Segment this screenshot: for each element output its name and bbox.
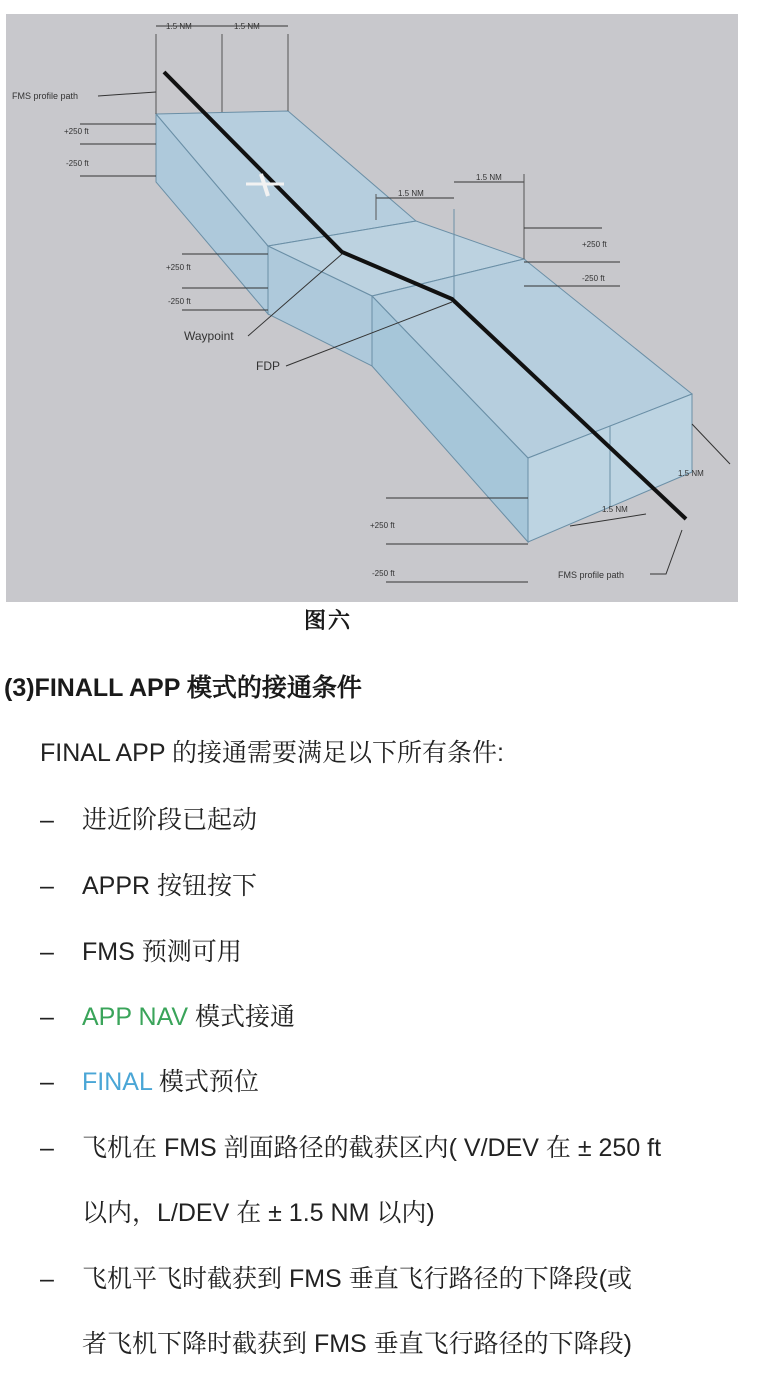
top-nm-label-1: 1.5 NM [166,22,192,31]
list-item-text: FMS 预测可用 [82,938,242,966]
bullet-dash: – [40,1068,54,1096]
section-heading: (3)FINALL APP 模式的接通条件 [4,674,362,702]
list-item [40,932,242,968]
minus250-label-b: -250 ft [168,297,191,306]
bottom-nm-label: 1.5 NM [602,505,628,514]
list-item-continuation: 以内，L/DEV 在 ± 1.5 NM 以内) [82,1199,435,1227]
bullet-dash: – [40,938,54,966]
capture-volume-illustration [6,14,738,602]
list-item [40,866,257,902]
list-item-text: 模式接通 [188,1003,296,1031]
minus250-label-d: -250 ft [372,569,395,578]
list-item [40,1259,632,1295]
fdp-label: FDP [256,359,280,373]
list-item-text: 模式预位 [151,1068,259,1096]
list-item [40,997,295,1033]
waypoint-label: Waypoint [184,329,234,343]
list-item-text: 进近阶段已起动 [82,806,258,834]
list-item-text: APPR 按钮按下 [82,872,258,900]
intro-text: FINAL APP 的接通需要满足以下所有条件: [40,739,504,767]
minus250-label-a: -250 ft [66,159,89,168]
list-item-text: 飞机在 FMS 剖面路径的截获区内( V/DEV 在 ± 250 ft [82,1134,662,1162]
list-item [40,800,257,836]
fms-profile-path-label-bottom: FMS profile path [558,570,625,580]
app-nav-highlight: APP NAV [82,1003,189,1031]
plus250-label-d: +250 ft [370,521,395,530]
final-highlight: FINAL [82,1068,152,1096]
right-nm-label: 1.5 NM [678,469,704,478]
bullet-dash: – [40,1265,54,1293]
fms-profile-path-label-top: FMS profile path [12,91,79,101]
top-nm-label-2: 1.5 NM [234,22,260,31]
bullet-dash: – [40,1134,54,1162]
list-item [40,1128,661,1164]
list-item-continuation: 者飞机下降时截获到 FMS 垂直飞行路径的下降段) [82,1330,632,1358]
bullet-dash: – [40,1003,54,1031]
list-item-text: 飞机平飞时截获到 FMS 垂直飞行路径的下降段(或 [82,1265,632,1293]
plus250-label-b: +250 ft [166,263,191,272]
plus250-label-a: +250 ft [64,127,89,136]
figure-caption: 图六 [303,609,352,634]
plus250-label-c: +250 ft [582,240,607,249]
mid-nm-label-1: 1.5 NM [398,189,424,198]
approach-capture-diagram [6,14,738,602]
bullet-dash: – [40,872,54,900]
list-item [40,1062,259,1098]
bullet-dash: – [40,806,54,834]
mid-nm-label-2: 1.5 NM [476,173,502,182]
minus250-label-c: -250 ft [582,274,605,283]
